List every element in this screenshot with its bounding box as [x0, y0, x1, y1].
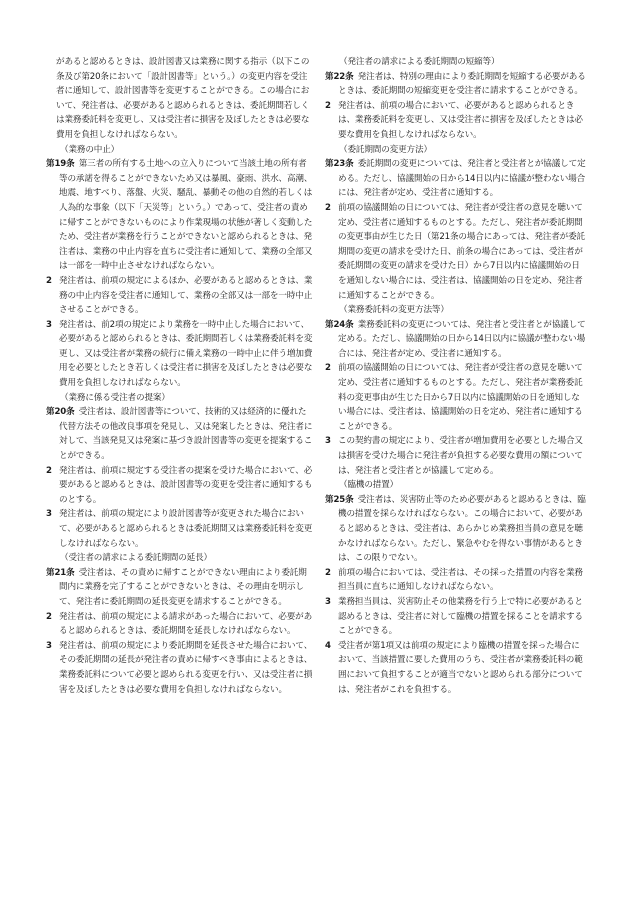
clause-paragraph [46, 610, 314, 639]
clause-paragraph [46, 507, 314, 551]
article-number: 第25条 [325, 494, 354, 505]
clause-number: 3 [325, 596, 331, 607]
clause-text: 発注者は、前2項の規定により業務を一時中止した場合において、必要があると認められるときは、委託期間若しくは業務委託料を変更し、又は受注者が業務の続行に備え業務の一時中止に伴う増加費用を必要としたとき若しくは受注者に損害を及ぼしたときは必要な費用を負担しなければならない。 [59, 319, 313, 389]
clause-text: 発注者は、前項に規定する受注者の提案を受けた場合において、必要があると認めるときは、設計図書等の変更を受注者に通知するものとする。 [59, 465, 313, 505]
clause-text: この契約書の規定により、受注者が増加費用を必要とした場合又は損害を受けた場合に発注者が負担する必要な費用の額については、発注者と受注者とが協議して定める。 [338, 436, 583, 476]
clause-number: 2 [46, 275, 52, 286]
article-number: 第19条 [46, 159, 75, 170]
clause-number: 2 [46, 611, 52, 622]
article-paragraph [46, 566, 314, 610]
clause-text: 受注者が第1項又は前項の規定により臨機の措置を採った場合において、当該措置に要した費用のうち、受注者が業務委託料の範囲において負担することが適当でないと認められる部分については、発注者がこれを負担する。 [338, 640, 583, 695]
section-caption: （委託期間の変更方法） [339, 144, 432, 155]
clause-text: 前項の協議開始の日については、発注者が受注者の意見を聴いて定め、受注者に通知するものとする。ただし、発注者が業務委託料の変更事由が生じた日から7日以内に協議開始の日を通知しない場合には、受注者は、協議開始の日を定め、発注者に通知することができる。 [338, 363, 583, 432]
section-caption: （発注者の請求による委託期間の短縮等） [339, 57, 500, 67]
clause-paragraph [325, 434, 587, 478]
clause-number: 2 [46, 465, 52, 476]
article-paragraph [46, 405, 314, 463]
article-number: 第20条 [46, 407, 75, 418]
section-caption: （業務に係る受注者の提案） [60, 392, 170, 403]
clause-text: 発注者は、前項の規定により設計図書等が変更された場合において、必要があると認められるときは委託期間又は業務委託料を変更しなければならない。 [59, 509, 313, 549]
article-number: 第23条 [325, 159, 354, 170]
clause-text: 発注者は、前項の規定により委託期間を延長させた場合において、その委託期間の延長が発注者の責めに帰すべき事由によるときは、業務委託料について必要と認められる変更を行い、又は受注者に損害を及ぼしたときは必要な費用を負担しなければならない。 [59, 640, 313, 695]
article-text: 発注者は、特別の理由により委託期間を短縮する必要があるときは、委託期間の短縮変更を受注者に請求することができる。 [338, 71, 586, 97]
clause-number: 2 [325, 567, 331, 578]
article-paragraph [325, 157, 587, 201]
clause-paragraph [325, 639, 587, 697]
section-caption: （臨機の措置） [339, 480, 399, 491]
clause-text: 業務担当員は、災害防止その他業務を行う上で特に必要があると認めるときは、受注者に対して臨機の措置を採ることを請求することができる。 [338, 596, 583, 637]
clause-paragraph [325, 201, 587, 303]
article-paragraph [46, 157, 314, 274]
clause-number: 3 [46, 640, 52, 651]
section-caption: （業務委託料の変更方法等） [339, 305, 449, 316]
section-caption: （受注者の請求による委託期間の延長） [60, 553, 212, 564]
clause-number: 2 [325, 202, 331, 213]
article-paragraph [325, 318, 587, 362]
continuation-paragraph: があると認めるときは、設計図書又は業務に関する指示（以下この条及び第20条において「設計図書等」という。）の変更内容を受注者に通知して、設計図書等を変更することができる。この場合において、発注者は、必要があると認められるときは、委託期間若しくは業務委託料を変更し、又は受注者に損害を及ぼしたときは必要な費用を負担しなければならない。 [56, 57, 310, 140]
article-number: 第21条 [46, 567, 75, 578]
clause-paragraph [325, 595, 587, 639]
clause-text: 前項の場合においては、受注者は、その採った措置の内容を業務担当員に直ちに通知しなければならない。 [338, 567, 583, 593]
clause-paragraph [325, 361, 587, 434]
article-text: 委託期間の変更については、発注者と受注者とが協議して定める。ただし、協議開始の日から14日以内に協議が整わない場合には、発注者が定め、受注者に通知する。 [338, 159, 586, 199]
section-caption: （業務の中止） [60, 144, 120, 155]
clause-paragraph [325, 566, 587, 595]
article-text: 受注者は、災害防止等のため必要があると認めるときは、臨機の措置を採らなければならない。この場合において、必要があると認めるときは、受注者は、あらかじめ業務担当員の意見を聴かなければならない。ただし、緊急やむを得ない事情があるときは、この限りでない。 [338, 494, 586, 564]
clause-number: 3 [325, 436, 331, 447]
article-text: 受注者は、その責めに帰すことができない理由により委託期間内に業務を完了することができないときは、その理由を明示して、発注者に委託期間の延長変更を請求することができる。 [59, 567, 307, 607]
article-paragraph [325, 70, 587, 99]
article-paragraph [325, 493, 587, 566]
clause-number: 4 [325, 640, 331, 651]
clause-paragraph [46, 639, 314, 697]
clause-paragraph [325, 99, 587, 143]
clause-paragraph [46, 464, 314, 508]
right-column [325, 55, 587, 697]
clause-number: 3 [46, 319, 52, 330]
clause-text: 発注者は、前項の規定によるほか、必要があると認めるときは、業務の中止内容を受注者に通知して、業務の全部又は一部を一時中止させることができる。 [59, 275, 313, 316]
article-text: 第三者の所有する土地への立入りについて当該土地の所有者等の承諾を得ることができないため又は暴風、豪雨、洪水、高潮、地震、地すべり、落盤、火災、騒乱、暴動その他の自然的若しくは人為的な事象（以下「天災等」という。）であって、受注者の責めに帰すことができないものにより作業現場の状態が著しく変動したため、受注者が業務を行うことができないと認められるときは、発注者は、業務の中止内容を直ちに受注者に通知して、業務の全部又は一部を一時中止させなければならない。 [59, 159, 313, 272]
clause-paragraph [46, 274, 314, 318]
clause-text: 発注者は、前項の規定による請求があった場合において、必要があると認められるときは、委託期間を延長しなければならない。 [59, 611, 313, 637]
clause-text: 前項の協議開始の日については、発注者が受注者の意見を聴いて定め、受注者に通知するものとする。ただし、発注者が委託期間の変更事由が生じた日（第21条の場合にあっては、発注者が委託期間の変更の請求を受けた日、前条の場合にあっては、受注者が委託期間の変更の請求を受けた日）から7日以内に協議開始の日を通知しない場合には、受注者は、協議開始の日を定め、発注者に通知することができる。 [338, 202, 585, 301]
clause-paragraph [46, 318, 314, 391]
article-number: 第22条 [325, 71, 354, 82]
clause-number: 3 [46, 509, 52, 520]
clause-text: 発注者は、前項の場合において、必要があると認められるときは、業務委託料を変更し、又は受注者に損害を及ぼしたときは必要な費用を負担しなければならない。 [338, 100, 583, 140]
article-number: 第24条 [325, 319, 354, 330]
clause-number: 2 [325, 100, 331, 111]
article-text: 業務委託料の変更については、発注者と受注者とが協議して定める。ただし、協議開始の日から14日以内に協議が整わない場合には、発注者が定め、受注者に通知する。 [338, 319, 586, 359]
left-column [46, 55, 314, 697]
article-text: 受注者は、設計図書等について、技術的又は経済的に優れた代替方法その他改良事項を発見し、又は発案したときは、発注者に対して、当該発見又は発案に基づき設計図書等の変更を提案することができる。 [59, 407, 313, 462]
clause-number: 2 [325, 363, 331, 374]
